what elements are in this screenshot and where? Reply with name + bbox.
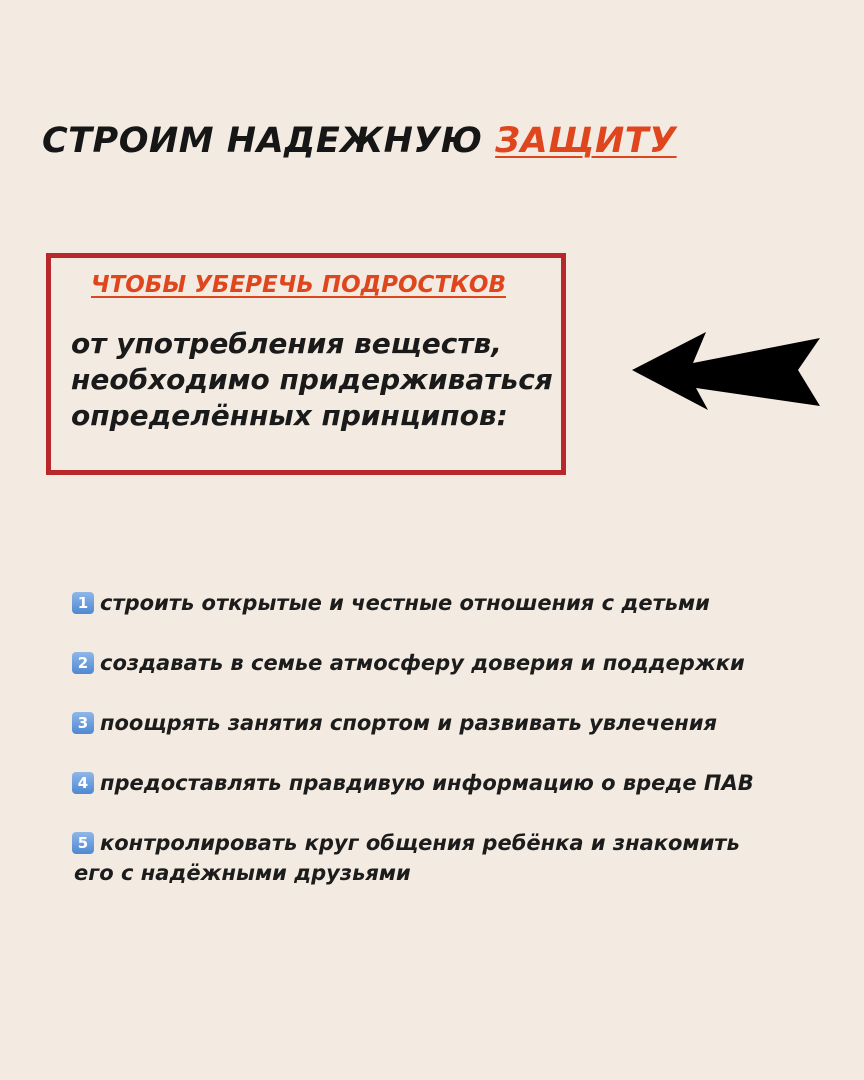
principle-text: строить открытые и честные отношения с детьми (100, 591, 710, 615)
number-badge-icon: 1 (72, 592, 94, 614)
principle-text: контролировать круг общения ребёнка и знакомить (100, 831, 740, 855)
callout-title: ЧТОБЫ УБЕРЕЧЬ ПОДРОСТКОВ (91, 272, 507, 298)
number-badge-icon: 4 (72, 772, 94, 794)
page-title (42, 121, 677, 161)
list-item (72, 588, 852, 618)
callout-text (71, 326, 553, 434)
arrow-left-icon (630, 330, 822, 412)
title-accent: ЗАЩИТУ (495, 121, 677, 161)
callout-box (46, 253, 566, 475)
callout-line: определённых принципов: (71, 399, 508, 432)
callout-line: необходимо придерживаться (71, 363, 553, 396)
number-badge-icon: 5 (72, 832, 94, 854)
arrow-shape (632, 332, 820, 410)
number-badge-icon: 3 (72, 712, 94, 734)
principle-text-continued: его с надёжными друзьями (74, 861, 411, 885)
list-item (72, 648, 852, 678)
number-badge-icon: 2 (72, 652, 94, 674)
principle-text: создавать в семье атмосферу доверия и поддержки (100, 651, 745, 675)
list-item (72, 708, 852, 738)
list-item (72, 768, 852, 798)
title-main: СТРОИМ НАДЕЖНУЮ (42, 121, 483, 161)
principles-list (72, 588, 852, 918)
callout-line: от употребления веществ, (71, 327, 502, 360)
principle-text: поощрять занятия спортом и развивать увлечения (100, 711, 718, 735)
principle-text: предоставлять правдивую информацию о вреде ПАВ (100, 771, 754, 795)
list-item (72, 828, 852, 888)
